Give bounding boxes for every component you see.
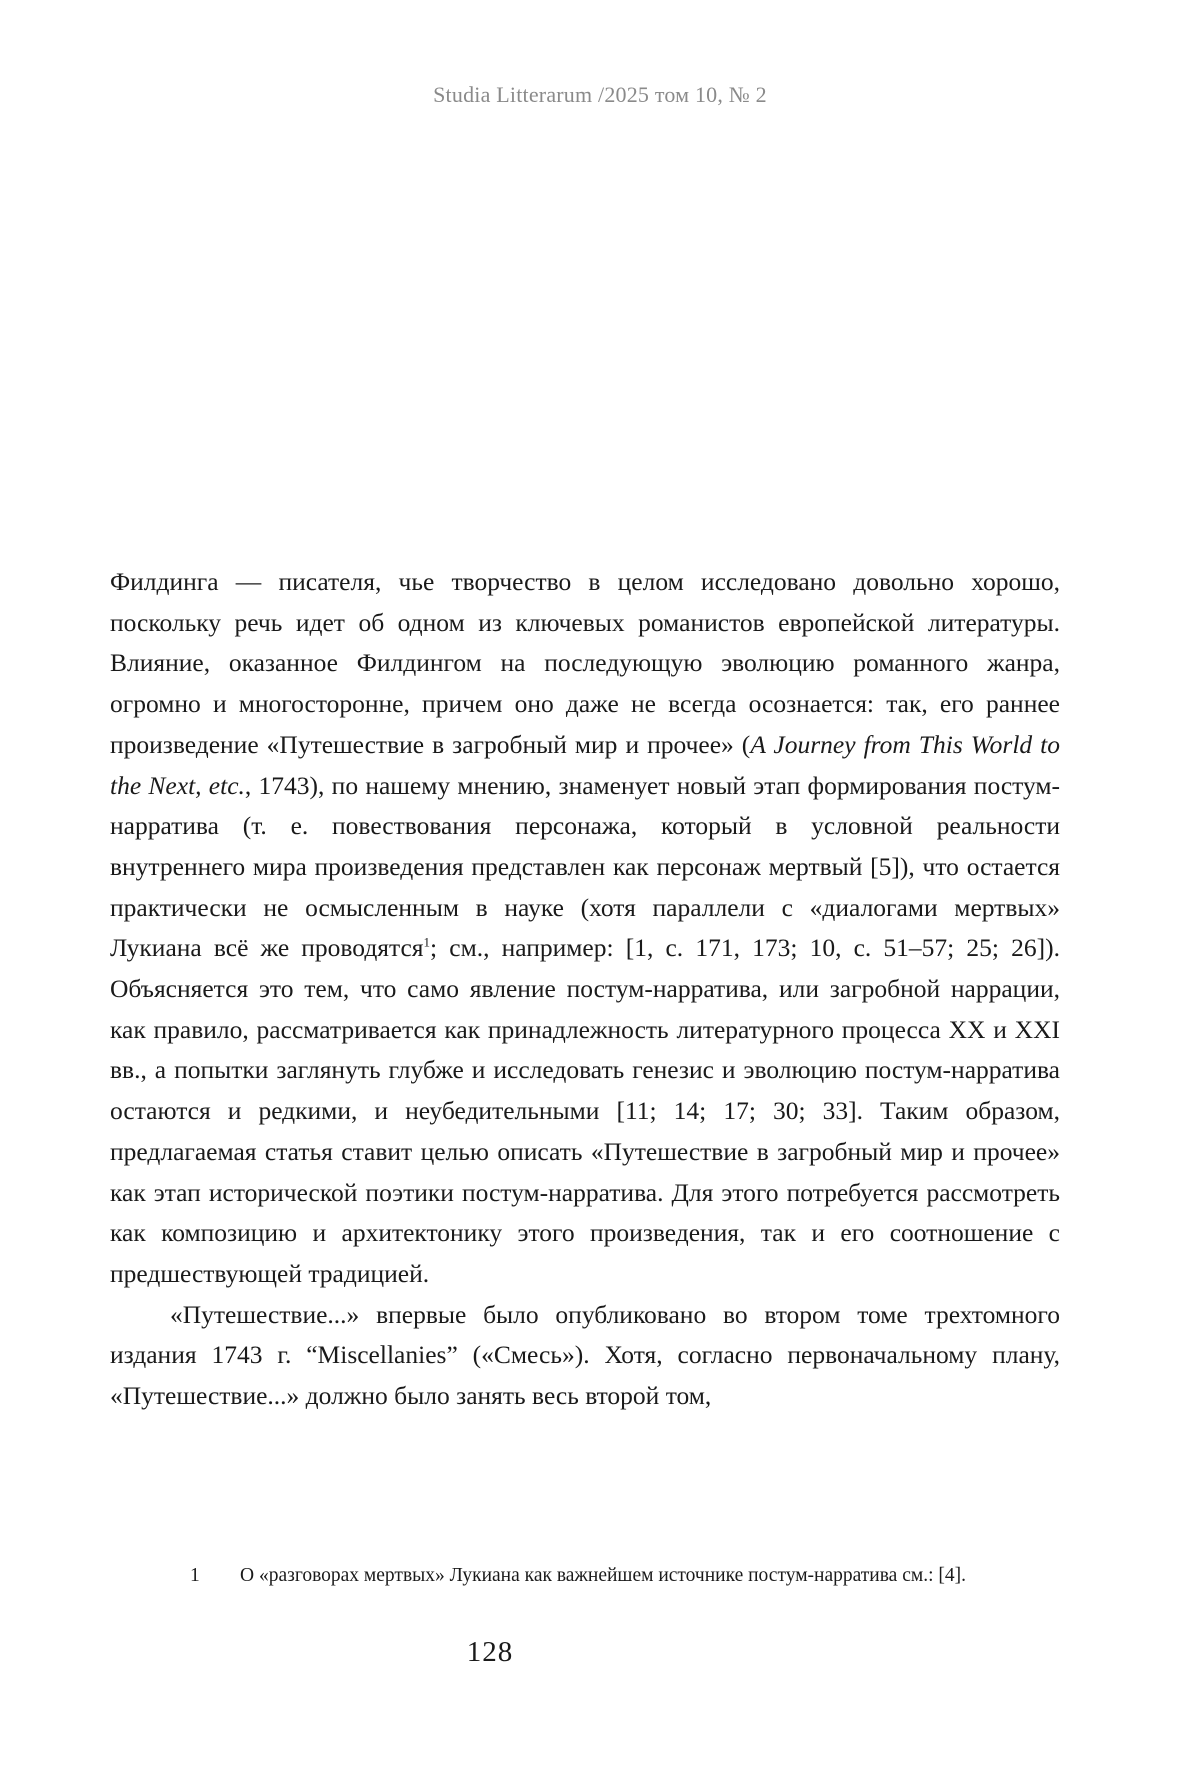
body-text [110,562,1060,1417]
paragraph-1-text-b: , 1743), по нашему мнению, знаменует новый этап формирования постум-нарратива (т. е. повествования персонажа, который в условной реальности внутреннего мира произведения представлен как персонаж мертвый [5]), что остается практически не осмысленным в науке (хотя параллели с «диалогами мертвых» Лукиана всё же проводятся [110,770,1060,963]
footnote-reference[interactable]: 1 [423,934,431,950]
paragraph-1-text-c: ; см., например: [1, с. 171, 173; 10, с. 51–57; 25; 26]). Объясняется это тем, что само явление постум-нарратива, или загробной наррации, как правило, рассматривается как принадлежность литературного процесса XX и XXI вв., а попытки заглянуть глубже и исследовать генезис и эволюцию постум-нарратива остаются и редкими, и неубедительными [11; 14; 17; 30; 33]. Таким образом, предлагаемая статья ставит целью описать «Путешествие в загробный мир и прочее» как этап исторической поэтики постум-нарратива. Для этого потребуется рассмотреть как композицию и архитектонику этого произведения, так и его соотношение с предшествующей традицией. [110,933,1060,1288]
paragraph-1-text-a: Филдинга — писателя, чье творчество в целом исследовано довольно хорошо, поскольку речь идет об одном из ключевых романистов европейской литературы. Влияние, оказанное Филдингом на последующую эволюцию романного жанра, огромно и многосторонне, причем оно даже не всегда осознается: так, его раннее произведение «Путешествие в загробный мир и прочее» ( [110,567,1060,759]
footnote-number: 1 [190,1565,200,1586]
running-head: Studia Litterarum /2025 том 10, № 2 [433,82,767,107]
paragraph-1 [110,562,1060,1295]
page-number: 128 [466,1636,514,1668]
paragraph-2: «Путешествие...» впервые было опубликовано во втором томе трехтомного издания 1743 г. “Miscellanies” («Смесь»). Хотя, согласно первоначальному плану, «Путешествие...» должно было занять весь второй том, [110,1299,1060,1411]
footnote-text: О «разговорах мертвых» Лукиана как важнейшем источнике постум-нарратива см.: [4]. [240,1565,966,1586]
work-title-italic: A Journey from This World to the Next, etc. [110,729,1061,800]
